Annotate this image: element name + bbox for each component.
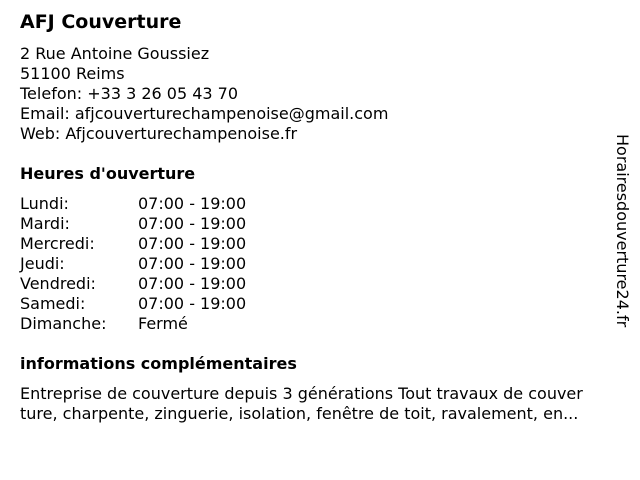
hours-value: 07:00 - 19:00 (138, 234, 247, 253)
website[interactable]: Web: Afjcouverturechampenoise.fr (20, 124, 298, 143)
hours-value: 07:00 - 19:00 (138, 294, 247, 313)
day-label: Mardi: (20, 214, 70, 233)
day-label: Dimanche: (20, 314, 107, 333)
address-street: 2 Rue Antoine Goussiez (20, 44, 210, 63)
hours-heading: Heures d'ouverture (20, 164, 196, 183)
contact-block (20, 44, 388, 144)
day-label: Lundi: (20, 194, 69, 213)
hours-value: 07:00 - 19:00 (138, 274, 247, 293)
email-address[interactable]: Email: afjcouverturechampenoise@gmail.com (20, 104, 389, 123)
site-watermark: Horairesdouverture24.fr (613, 134, 632, 328)
hours-value: Fermé (138, 314, 188, 333)
hours-value: 07:00 - 19:00 (138, 214, 247, 233)
address-city: 51100 Reims (20, 64, 125, 83)
phone-number[interactable]: Telefon: +33 3 26 05 43 70 (20, 84, 239, 103)
day-label: Jeudi: (20, 254, 65, 273)
description-line: ture, charpente, zinguerie, isolation, fenêtre de toit, ravalement, en... (20, 404, 579, 423)
day-label: Mercredi: (20, 234, 95, 253)
day-label: Samedi: (20, 294, 86, 313)
info-heading: informations complémentaires (20, 354, 297, 373)
hours-value: 07:00 - 19:00 (138, 194, 247, 213)
business-description (20, 384, 630, 424)
day-label: Vendredi: (20, 274, 96, 293)
hours-value: 07:00 - 19:00 (138, 254, 247, 273)
business-name: AFJ Couverture (20, 11, 182, 33)
description-line: Entreprise de couverture depuis 3 générations Tout travaux de couver (20, 384, 583, 403)
